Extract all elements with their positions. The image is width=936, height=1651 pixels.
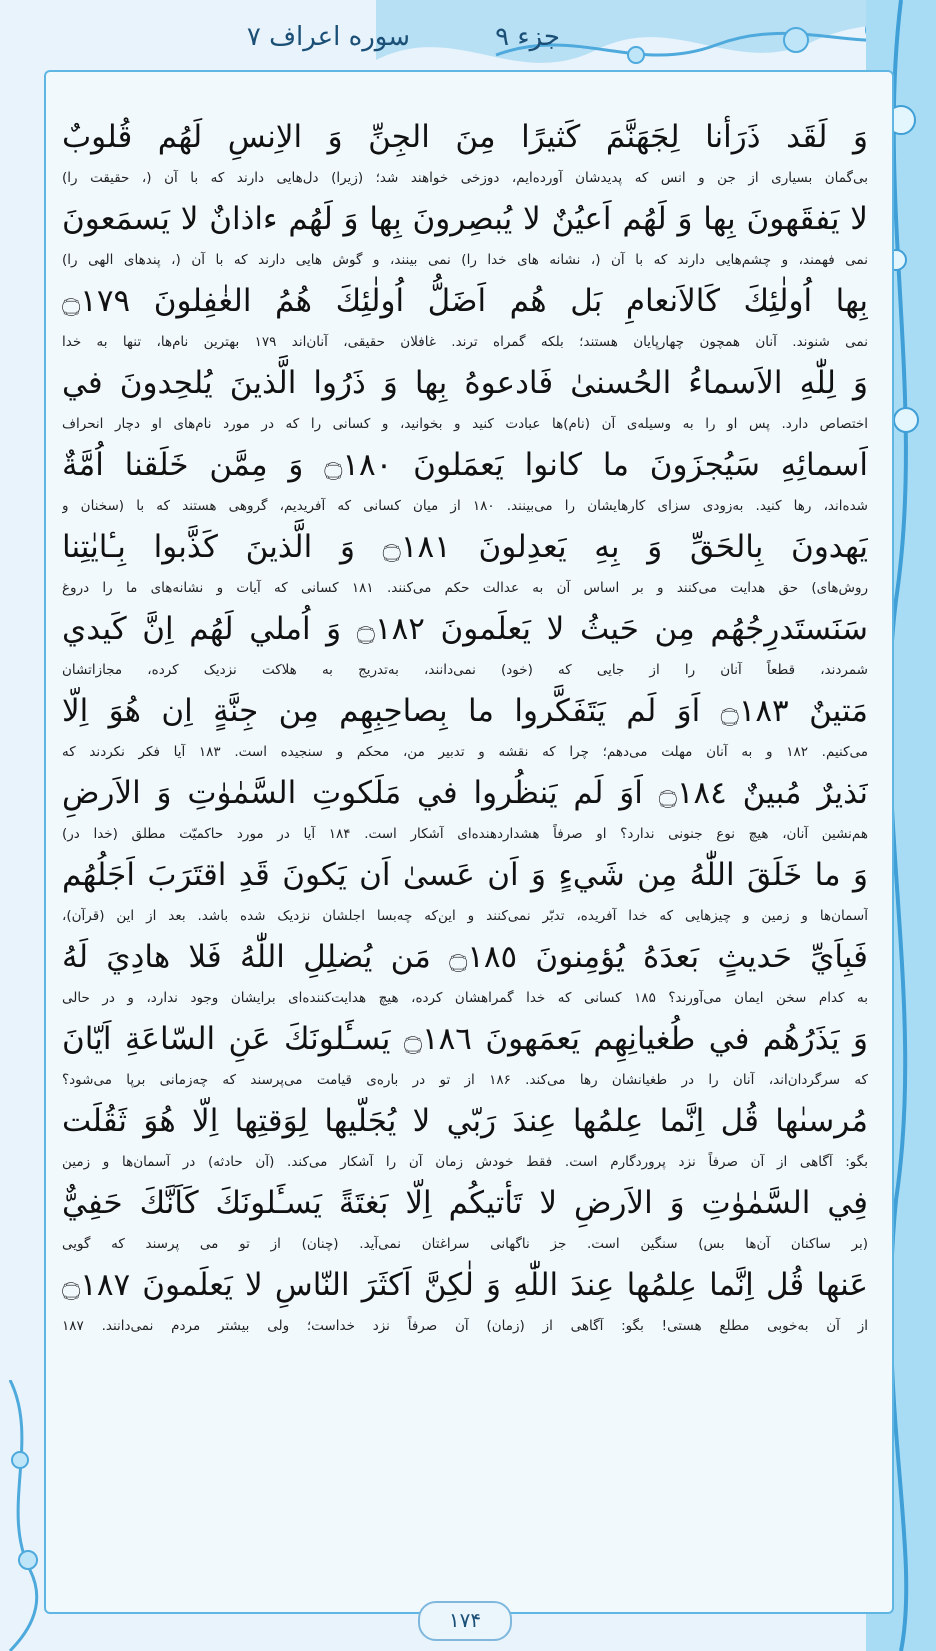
verse-block (62, 1256, 868, 1338)
translation-line: (بر ساکنان آن‌ها بس) سنگین است. جز ناگهانی سراغتان نمی‌آید. (چنان) از تو می پرسند که گویی (62, 1236, 868, 1252)
verse-block (62, 354, 868, 436)
translation-line: نمی شنوند. آنان همچون چهارپایان هستند؛ بلکه گمراه ترند. غافلان حقیقی، آنان‌اند ۱۷۹ بهترین نام‌ها، تنها به خدا (62, 334, 868, 350)
translation-line: هم‌نشین آنان، هیچ نوع جنونی ندارد؟ او صرفاً هشداردهنده‌ای آشکار است. ۱۸۴ آیا در مورد حاکمیّت مطلق (خدا در) (62, 826, 868, 842)
surah-label: سوره اعراف ۷ (246, 22, 410, 52)
translation-line: به کدام سخن ایمان می‌آورند؟ ۱۸۵ کسانی که خدا گمراهشان کرده، هیچ هدایت‌کننده‌ای برایشان وجود ندارد، و در حالی (62, 990, 868, 1006)
verse-block (62, 436, 868, 518)
arabic-line: يَهدونَ بِالحَقِّ وَ بِهِ يَعدِلونَ ۝١٨١ وَ الَّذينَ كَذَّبوا بِـٔايٰتِنا (62, 529, 868, 565)
arabic-line: وَ لَقَد ذَرَأنا لِجَهَنَّمَ كَثيرًا مِنَ الجِنِّ وَ الاِنسِ لَهُم قُلوبٌ (62, 119, 868, 155)
arabic-line: مُرسىٰها قُل اِنَّما عِلمُها عِندَ رَبّي لا يُجَلّيها لِوَقتِها اِلّا هُوَ ثَقُلَت (62, 1103, 868, 1139)
arabic-line: بِها اُولٰئِكَ كَالاَنعامِ بَل هُم اَضَلُّ اُولٰئِكَ هُمُ الغٰفِلونَ ۝١٧٩ (62, 283, 868, 319)
arabic-line: عَنها قُل اِنَّما عِلمُها عِندَ اللّٰهِ وَ لٰكِنَّ اَكثَرَ النّاسِ لا يَعلَمونَ ۝١٨٧ (62, 1267, 868, 1303)
verse-block (62, 600, 868, 682)
translation-line: بی‌گمان بسیاری از جن و انس که پدیدشان آورده‌ایم، دوزخی خواهند شد؛ (زیرا) دل‌هایی دارند که با آن (، حقیقت را) (62, 170, 868, 186)
verse-block (62, 764, 868, 846)
translation-line: از آن به‌خوبی مطلع هستی! بگو: آگاهی از (زمان) آن صرفاً نزد خداست؛ ولی بیشتر مردم نمی‌دانند. ۱۸۷ (62, 1318, 868, 1334)
translation-line: شمردند، قطعاً آنان را از جایی که (خود) نمی‌دانند، به‌تدریج به هلاکت نزدیک کرده، مجازاتشان (62, 662, 868, 678)
verse-block (62, 518, 868, 600)
verse-block (62, 108, 868, 190)
translation-line: اختصاص دارد. پس او را به وسیله‌ی آن (نام)ها عبادت کنید و بخوانید، و کسانی را که در مورد نام‌های او دچار انحراف (62, 416, 868, 432)
verses-content (62, 108, 868, 1338)
verse-block (62, 1092, 868, 1174)
verse-block (62, 846, 868, 928)
arabic-line: وَ ما خَلَقَ اللّٰهُ مِن شَيءٍ وَ اَن عَسىٰ اَن يَكونَ قَدِ اقتَرَبَ اَجَلُهُم (62, 857, 868, 893)
arabic-line: لا يَفقَهونَ بِها وَ لَهُم اَعيُنٌ لا يُبصِرونَ بِها وَ لَهُم ءاذانٌ لا يَسمَعونَ (62, 201, 868, 237)
arabic-line: فِي السَّمٰوٰتِ وَ الاَرضِ لا تَأتيكُم اِلّا بَغتَةً يَسـَٔلونَكَ كَاَنَّكَ حَفِيٌّ (62, 1185, 868, 1221)
verse-block (62, 272, 868, 354)
translation-line: آسمان‌ها و زمین و چیزهایی که خدا آفریده، تدبّر نمی‌کنند و این‌که چه‌بسا اجلشان نزدیک شده باشد. بعد از این (قرآن)، (62, 908, 868, 924)
verse-block (62, 928, 868, 1010)
page-number: ۱۷۴ (418, 1601, 512, 1641)
verse-block (62, 1010, 868, 1092)
arabic-line: سَنَستَدرِجُهُم مِن حَيثُ لا يَعلَمونَ ۝١٨٢ وَ اُملي لَهُم اِنَّ كَيدي (62, 611, 868, 647)
verse-block (62, 190, 868, 272)
translation-line: می‌کنیم. ۱۸۲ و به آنان مهلت می‌دهم؛ چرا که نقشه و تدبیر من، محکم و سنجیده است. ۱۸۳ آیا فکر نکردند که (62, 744, 868, 760)
juz-label: جزء ۹ (495, 22, 560, 52)
arabic-line: وَ يَذَرُهُم في طُغيانِهِم يَعمَهونَ ۝١٨٦ يَسـَٔلونَكَ عَنِ السّاعَةِ اَيّانَ (62, 1021, 868, 1057)
arabic-line: نَذيرٌ مُبينٌ ۝١٨٤ اَوَ لَم يَنظُروا في مَلَكوتِ السَّمٰوٰتِ وَ الاَرضِ (62, 775, 868, 811)
verse-block (62, 682, 868, 764)
translation-line: نمی فهمند، و چشم‌هایی دارند که با آن (، نشانه های خدا را) نمی بینند، و گوش هایی دارند که با آن (، پندهای الهی را) (62, 252, 868, 268)
arabic-line: اَسمائِهِ سَيُجزَونَ ما كانوا يَعمَلونَ ۝١٨٠ وَ مِمَّن خَلَقنا اُمَّةٌ (62, 447, 868, 483)
arabic-line: فَبِاَيِّ حَديثٍ بَعدَهُ يُؤمِنونَ ۝١٨٥ مَن يُضلِلِ اللّٰهُ فَلا هادِيَ لَهُ (62, 939, 868, 975)
page-header (180, 22, 560, 62)
translation-line: شده‌اند، رها کنید. به‌زودی سزای کارهایشان را می‌بینند. ۱۸۰ از میان کسانی که آفریدیم، گروهی هستند که با (سخنان و (62, 498, 868, 514)
verse-block (62, 1174, 868, 1256)
arabic-line: مَتينٌ ۝١٨٣ اَوَ لَم يَتَفَكَّروا ما بِصاحِبِهِم مِن جِنَّةٍ اِن هُوَ اِلّا (62, 693, 868, 729)
translation-line: روش‌های) حق هدایت می‌کنند و بر اساس آن به عدالت حکم می‌کنند. ۱۸۱ کسانی که آیات و نشانه‌های ما را دروغ (62, 580, 868, 596)
translation-line: بگو: آگاهی از آن صرفاً نزد پروردگارم است. فقط خودش زمان آن را آشکار می‌کند. (آن حادثه) در آسمان‌ها و زمین (62, 1154, 868, 1170)
translation-line: که سرگردان‌اند، آنان را در طغیانشان رها می‌کند. ۱۸۶ از تو در باره‌ی قیامت می‌پرسند که چه‌زمانی برپا می‌شود؟ (62, 1072, 868, 1088)
arabic-line: وَ لِلّٰهِ الاَسماءُ الحُسنىٰ فَادعوهُ بِها وَ ذَرُوا الَّذينَ يُلحِدونَ في (62, 365, 868, 401)
